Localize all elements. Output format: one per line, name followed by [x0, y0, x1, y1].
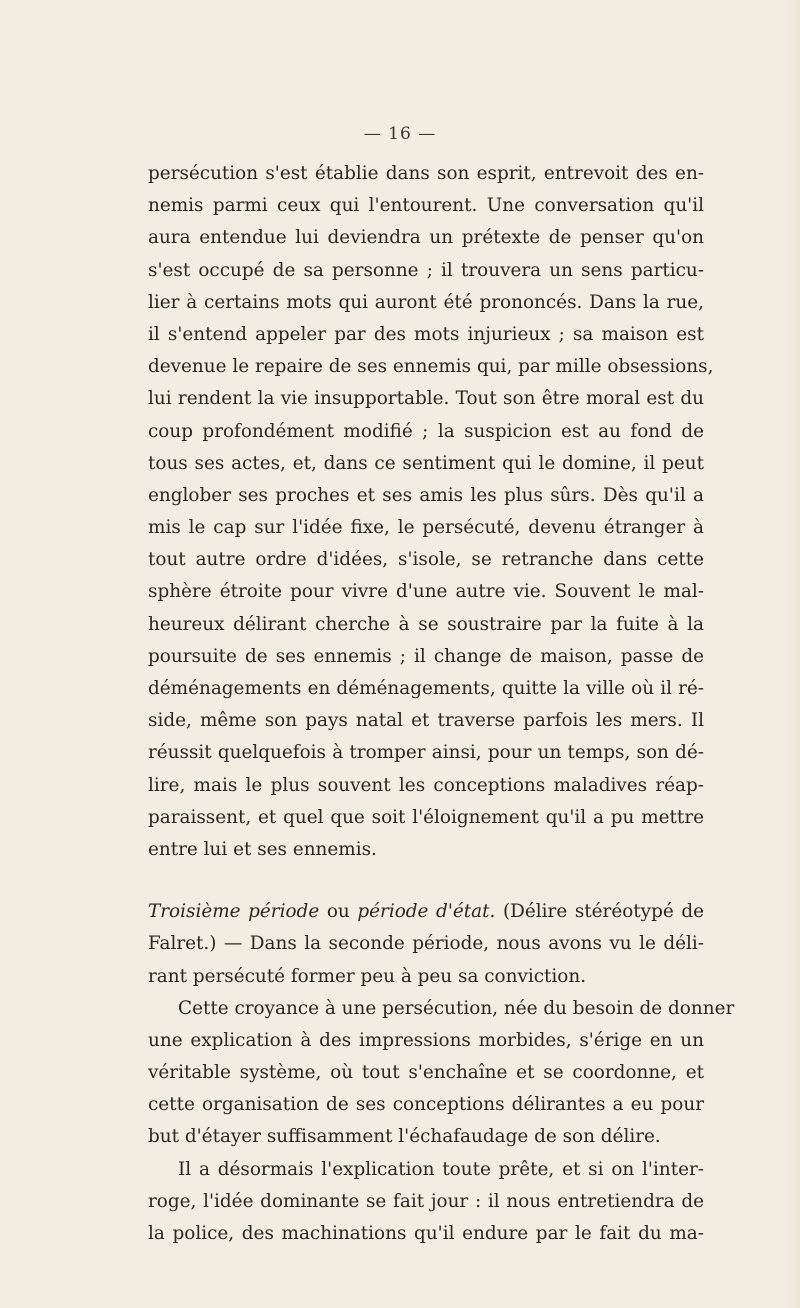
text-line: devenue le repaire de ses ennemis qui, par mille obsessions,: [148, 356, 714, 378]
text-line: nemis parmi ceux qui l'entourent. Une conversation qu'il: [148, 195, 704, 217]
text-line: la police, des machinations qu'il endure par le fait du ma-: [148, 1223, 704, 1244]
text-line: persécution s'est établie dans son esprit, entrevoit des en-: [148, 163, 704, 184]
section-heading-line: [148, 896, 704, 928]
text-line: véritable système, où tout s'enchaîne et se coordonne, et: [148, 1062, 704, 1084]
paragraph-gap: [148, 866, 704, 896]
text-line: Cette croyance à une persécution, née du besoin de donner: [178, 997, 735, 1019]
paragraph-3: [148, 993, 735, 1154]
text-line: une explication à des impressions morbides, s'érige en un: [148, 1029, 704, 1051]
page-number: — 16 —: [363, 124, 437, 144]
text-line: lui rendent la vie insupportable. Tout son être moral est du: [148, 388, 704, 410]
text-line: s'est occupé de sa personne ; il trouvera un sens particu-: [148, 259, 704, 281]
text-line: coup profondément modifié ; la suspicion est au fond de: [148, 420, 704, 442]
text-line: tous ses actes, et, dans ce sentiment qui le domine, il peut: [148, 452, 704, 474]
text-line: rant persécuté former peu à peu sa conviction.: [148, 965, 587, 987]
text-line: Falret.) — Dans la seconde période, nous avons vu le déli-: [148, 933, 704, 955]
paragraph-4: [148, 1154, 704, 1251]
text-line: cette organisation de ses conceptions délirantes a eu pour: [148, 1094, 704, 1116]
text-line: mis le cap sur l'idée fixe, le persécuté, devenu étranger à: [148, 517, 704, 539]
text-line: but d'étayer suffisamment l'échafaudage de son délire.: [148, 1126, 661, 1148]
text-line: déménagements en déménagements, quitte la ville où il ré-: [148, 678, 704, 699]
text-line: lier à certains mots qui auront été prononcés. Dans la rue,: [148, 291, 704, 313]
section-subtitle-italic: période d'état.: [357, 901, 496, 923]
section-title-connector: ou: [319, 901, 358, 923]
page-edge-shadow: [788, 0, 800, 1308]
text-line: lire, mais le plus souvent les conceptions maladives réap-: [148, 774, 704, 796]
text-line: réussit quelquefois à tromper ainsi, pour un temps, son dé-: [148, 742, 704, 764]
text-line: entre lui et ses ennemis.: [148, 838, 377, 860]
text-line: il s'entend appeler par des mots injurieux ; sa maison est: [148, 323, 704, 345]
text-line: poursuite de ses ennemis ; il change de maison, passe de: [148, 645, 704, 667]
body-text: [148, 158, 735, 1250]
text-line: roge, l'idée dominante se fait jour : il nous entretiendra de: [148, 1190, 704, 1212]
text-line: tout autre ordre d'idées, s'isole, se retranche dans cette: [148, 549, 704, 571]
text-line: aura entendue lui deviendra un prétexte de penser qu'on: [148, 227, 704, 249]
text-line: Il a désormais l'explication toute prête, et si on l'inter-: [178, 1158, 704, 1180]
text-line: side, même son pays natal et traverse parfois les mers. Il: [148, 710, 704, 732]
text-line: paraissent, et quel que soit l'éloignement qu'il a pu mettre: [148, 806, 704, 828]
paragraph-2: [148, 896, 704, 993]
section-title-rest: (Délire stéréotypé de: [495, 901, 704, 923]
paragraph-1: [148, 158, 714, 866]
text-line: englober ses proches et ses amis les plus sûrs. Dès qu'il a: [148, 484, 704, 506]
text-line: heureux délirant cherche à se soustraire par la fuite à la: [148, 613, 704, 635]
section-title-italic: Troisième période: [148, 901, 320, 923]
text-line: sphère étroite pour vivre d'une autre vie. Souvent le mal-: [148, 581, 704, 603]
